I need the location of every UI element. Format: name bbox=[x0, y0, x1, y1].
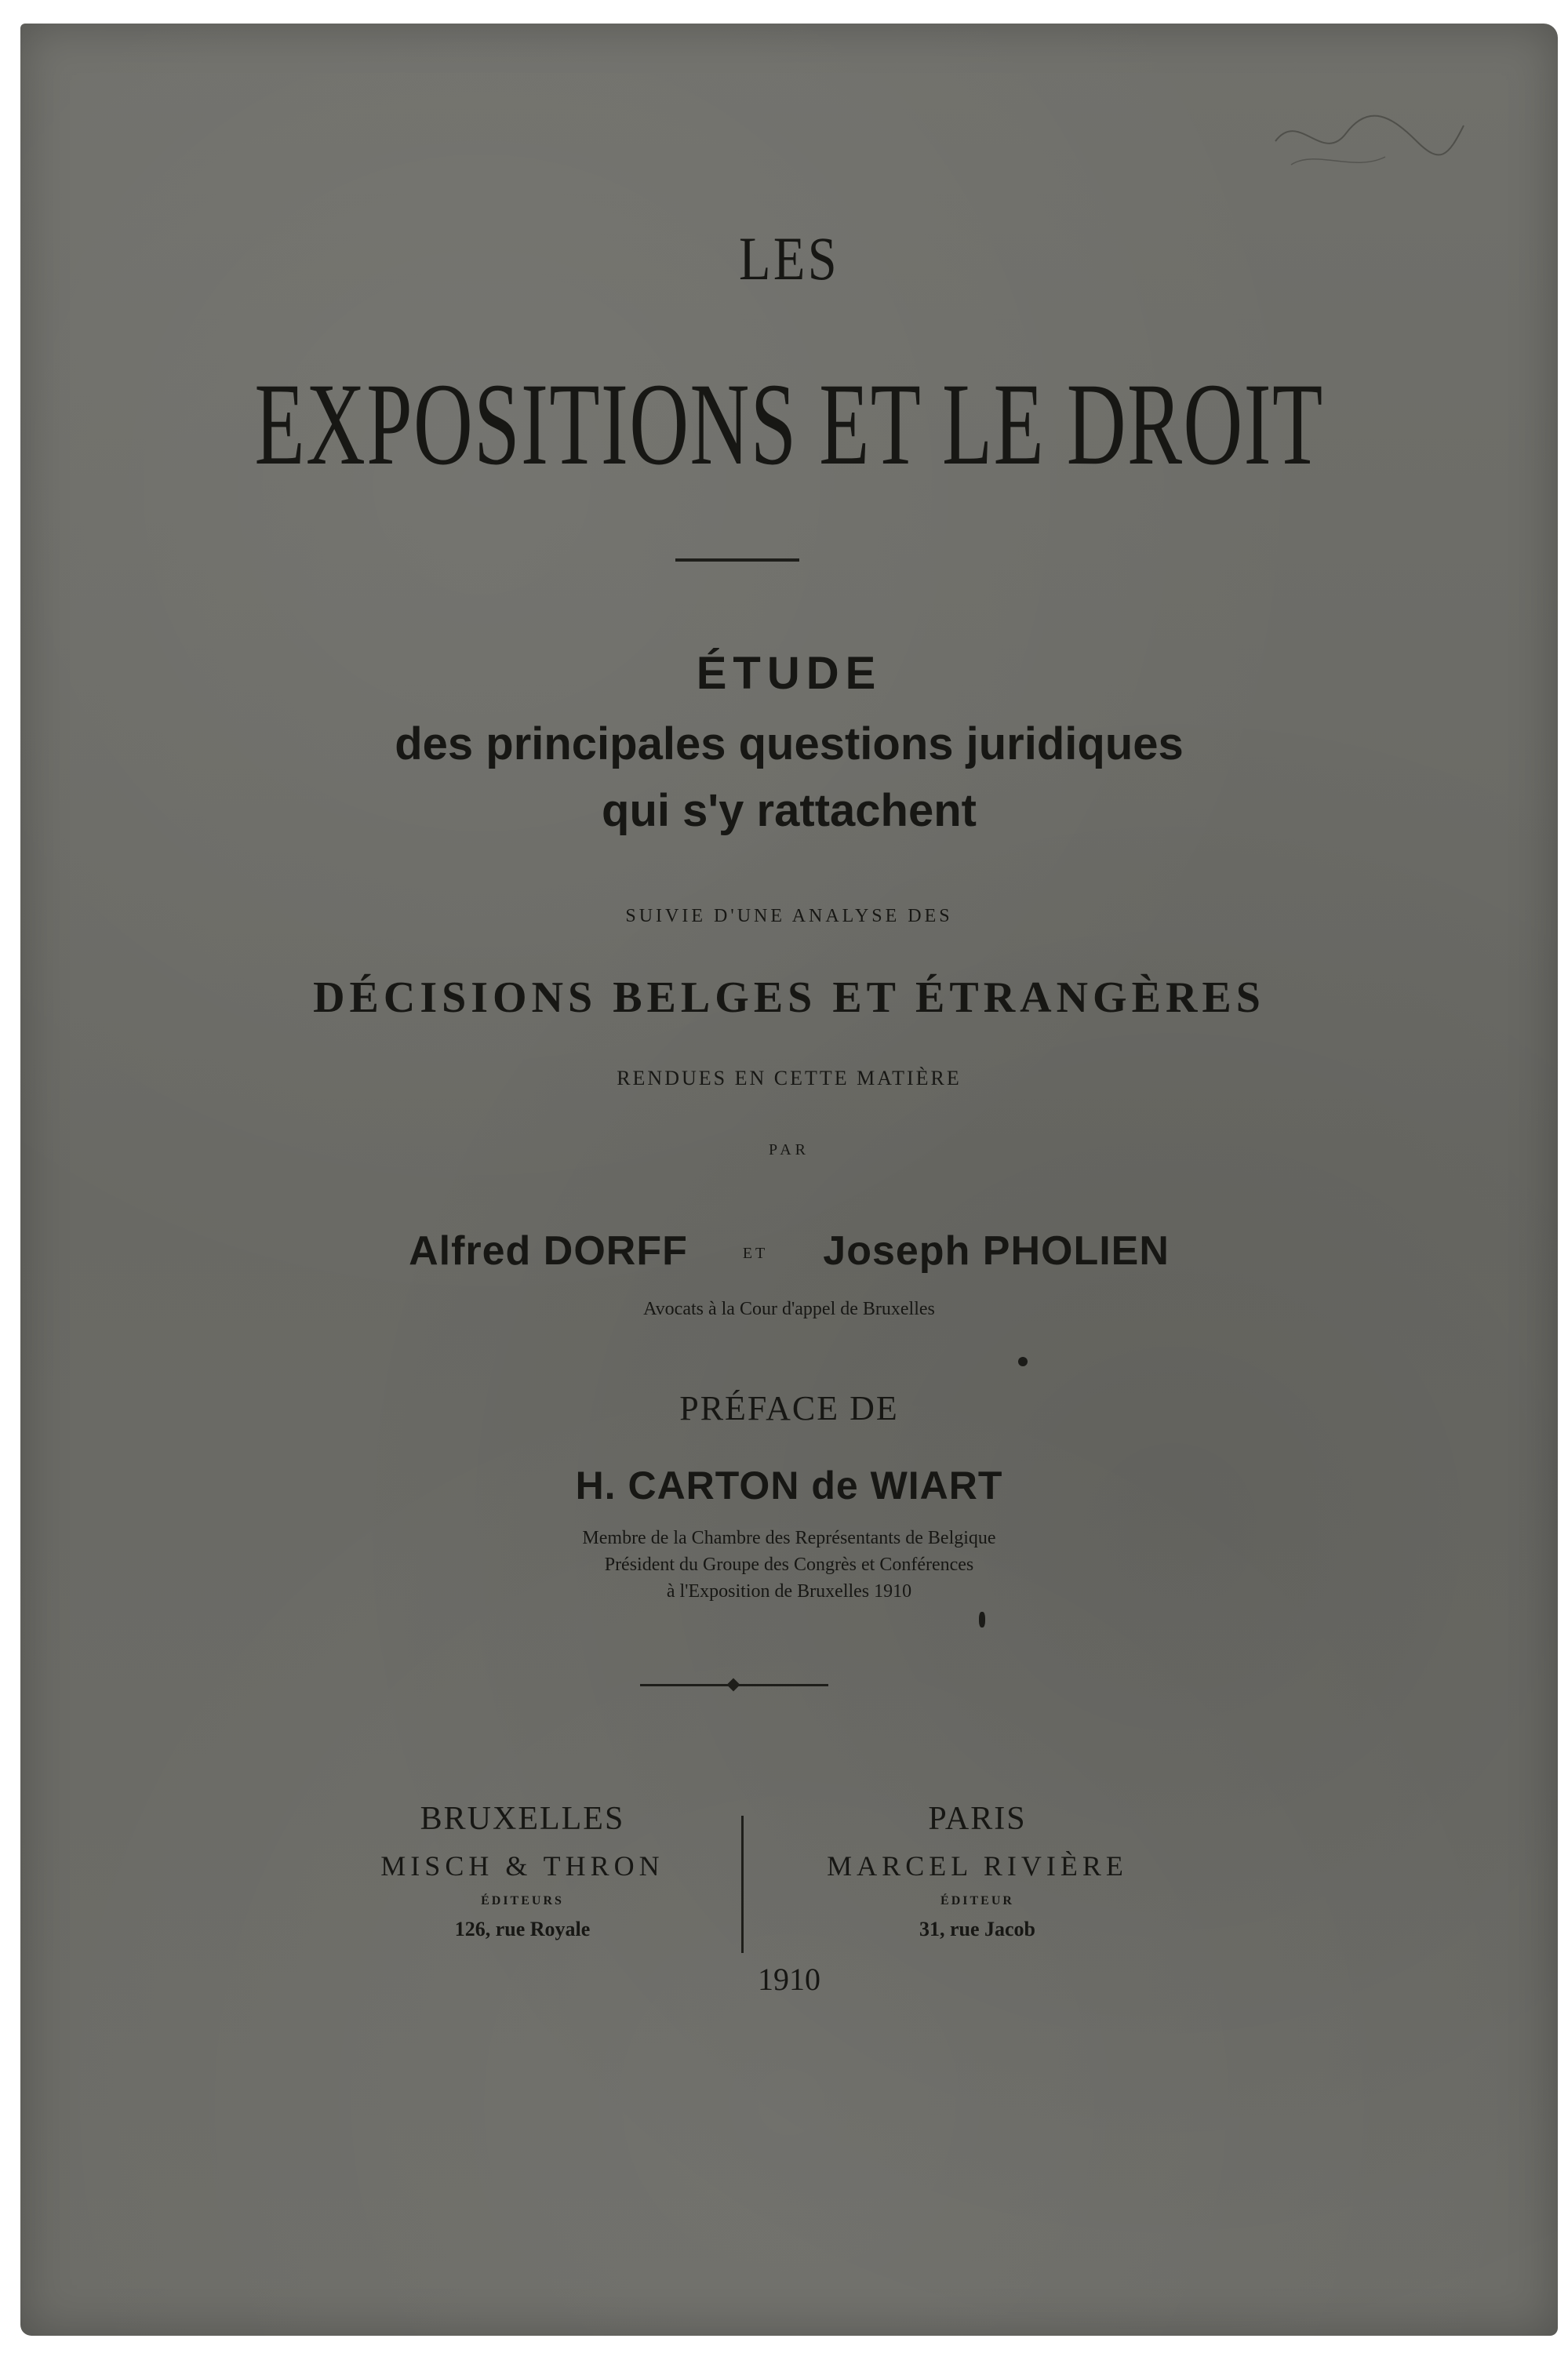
followed-by-text: SUIVIE D'UNE ANALYSE DES bbox=[625, 906, 953, 926]
main-title: EXPOSITIONS ET LE DROIT bbox=[254, 359, 1324, 489]
authors-role: Avocats à la Cour d'appel de Bruxelles bbox=[643, 1299, 935, 1319]
author-conjunction: ET bbox=[742, 1244, 769, 1262]
decisions-heading: DÉCISIONS BELGES ET ÉTRANGÈRES bbox=[313, 973, 1265, 1022]
pencil-scribble-icon bbox=[1268, 94, 1472, 188]
preface-role-2: Président du Groupe des Congrès et Conférences bbox=[604, 1555, 974, 1575]
authors-line bbox=[20, 1227, 1558, 1275]
preface-author: H. CARTON de WIART bbox=[575, 1464, 1003, 1507]
rendered-text: RENDUES EN CETTE MATIÈRE bbox=[617, 1067, 962, 1089]
title-prefix: LES bbox=[738, 224, 840, 293]
right-address: 31, rue Jacob bbox=[919, 1918, 1036, 1940]
left-address: 126, rue Royale bbox=[454, 1918, 591, 1940]
ink-spot-icon bbox=[1018, 1357, 1028, 1366]
title-divider bbox=[675, 558, 799, 562]
left-editor-label: ÉDITEURS bbox=[481, 1894, 564, 1907]
left-publisher: MISCH & THRON bbox=[380, 1850, 664, 1882]
preface-label: PRÉFACE DE bbox=[679, 1389, 899, 1427]
left-city: BRUXELLES bbox=[420, 1801, 625, 1837]
right-city: PARIS bbox=[928, 1801, 1027, 1837]
subtitle-line-2: qui s'y rattachent bbox=[602, 785, 977, 836]
author-1: Alfred DORFF bbox=[409, 1228, 688, 1274]
subtitle-heading: ÉTUDE bbox=[696, 648, 882, 699]
subtitle-line-1: des principales questions juridiques bbox=[395, 718, 1184, 769]
ornament-diamond-icon bbox=[727, 1678, 740, 1692]
book-cover bbox=[20, 24, 1558, 2336]
right-publisher: MARCEL RIVIÈRE bbox=[827, 1850, 1128, 1882]
author-2: Joseph PHOLIEN bbox=[823, 1228, 1170, 1274]
publication-year: 1910 bbox=[758, 1962, 820, 1997]
right-editor-label: ÉDITEUR bbox=[940, 1894, 1014, 1907]
by-text: PAR bbox=[768, 1141, 810, 1158]
preface-role-1: Membre de la Chambre des Représentants de Belgique bbox=[582, 1528, 996, 1548]
ink-mark-icon bbox=[979, 1612, 985, 1627]
preface-role-3: à l'Exposition de Bruxelles 1910 bbox=[666, 1581, 912, 1602]
